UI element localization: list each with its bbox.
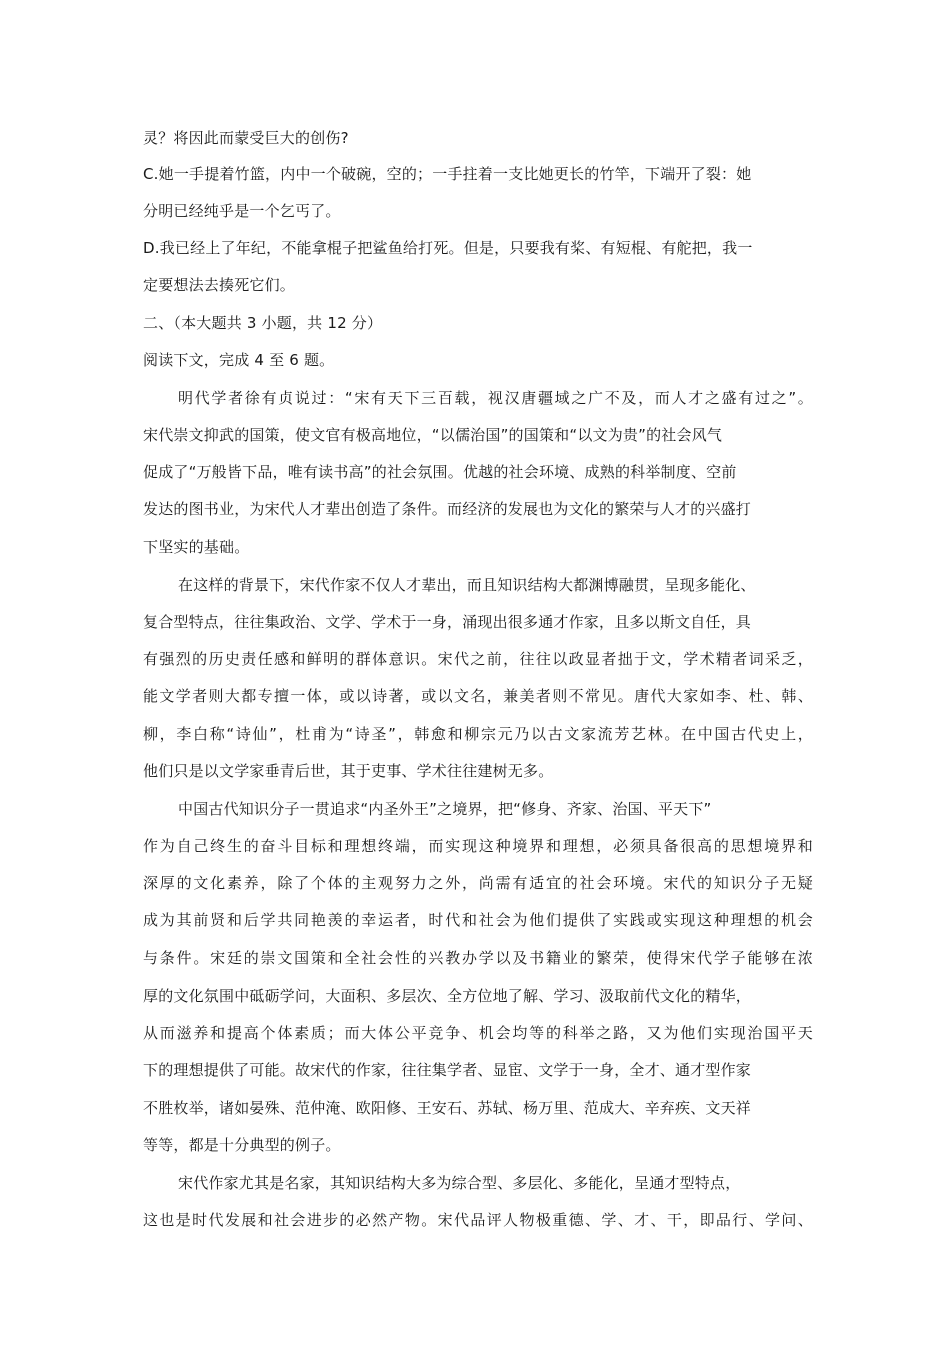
- para2-line-5: 柳，李白称“诗仙”，杜甫为“诗圣”，韩愈和柳宗元乃以古文家流芳艺林。在中国古代史上，: [143, 725, 813, 743]
- section-heading: 二、（本大题共 3 小题，共 12 分）: [143, 314, 383, 332]
- para3-line-2: 作为自己终生的奋斗目标和理想终端，而实现这种境界和理想，必须具备很高的思想境界和: [143, 837, 813, 855]
- option-d-line-1: D.我已经上了年纪，不能拿棍子把鲨鱼给打死。但是，只要我有桨、有短棍、有舵把，我一: [143, 239, 753, 257]
- para1-line-4: 发达的图书业，为宋代人才辈出创造了条件。而经济的发展也为文化的繁荣与人才的兴盛打: [143, 500, 752, 518]
- option-c-line-2: 分明已经纯乎是一个乞丐了。: [143, 202, 341, 220]
- para3-line-8: 下的理想提供了可能。故宋代的作家，往往集学者、显宦、文学于一身，全才、通才型作家: [143, 1061, 752, 1079]
- para3-line-6: 厚的文化氛围中砥砺学问，大面积、多层次、全方位地了解、学习、汲取前代文化的精华，: [143, 987, 752, 1005]
- para1-line-5: 下坚实的基础。: [143, 538, 250, 556]
- para3-line-4: 成为其前贤和后学共同艳羡的幸运者，时代和社会为他们提供了实践或实现这种理想的机会: [143, 911, 813, 929]
- para1-line-1: 明代学者徐有贞说过：“宋有天下三百载，视汉唐疆域之广不及，而人才之盛有过之”。: [178, 389, 813, 407]
- para3-line-5: 与条件。宋廷的崇文国策和全社会性的兴教办学以及书籍业的繁荣，使得宋代学子能够在浓: [143, 949, 813, 967]
- para2-line-6: 他们只是以文学家垂青后世，其于吏事、学术往往建树无多。: [143, 762, 554, 780]
- para3-line-3: 深厚的文化素养，除了个体的主观努力之外，尚需有适宜的社会环境。宋代的知识分子无疑: [143, 874, 813, 892]
- para2-line-1: 在这样的背景下，宋代作家不仅人才辈出，而且知识结构大都渊博融贯，呈现多能化、: [178, 576, 756, 594]
- para1-line-3: 促成了“万般皆下品，唯有读书高”的社会氛围。优越的社会环境、成熟的科举制度、空前: [143, 463, 737, 481]
- para3-line-1: 中国古代知识分子一贯追求“内圣外王”之境界，把“修身、齐家、治国、平天下”: [178, 800, 712, 818]
- para3-line-9: 不胜枚举，诸如晏殊、范仲淹、欧阳修、王安石、苏轼、杨万里、范成大、辛弃疾、文天祥: [143, 1099, 752, 1117]
- option-c-line-1: C.她一手提着竹篮，内中一个破碗，空的；一手拄着一支比她更长的竹竿，下端开了裂：她: [143, 165, 752, 183]
- para1-line-2: 宋代崇文抑武的国策，使文官有极高地位，“以儒治国”的国策和“以文为贵”的社会风气: [143, 426, 723, 444]
- para2-line-2: 复合型特点，往往集政治、文学、学术于一身，涌现出很多通才作家，且多以斯文自任，具: [143, 613, 752, 631]
- reading-instruction: 阅读下文，完成 4 至 6 题。: [143, 351, 335, 369]
- para3-line-10: 等等，都是十分典型的例子。: [143, 1136, 341, 1154]
- option-d-line-2: 定要想法去揍死它们。: [143, 276, 296, 294]
- option-b-continuation: 灵？将因此而蒙受巨大的创伤?: [143, 129, 349, 147]
- para4-line-2: 这也是时代发展和社会进步的必然产物。宋代品评人物极重德、学、才、干，即品行、学问、: [143, 1211, 813, 1229]
- para4-line-1: 宋代作家尤其是名家，其知识结构大多为综合型、多层化、多能化，呈通才型特点，: [178, 1174, 741, 1192]
- para2-line-4: 能文学者则大都专擅一体，或以诗著，或以文名，兼美者则不常见。唐代大家如李、杜、韩、: [143, 687, 813, 705]
- para2-line-3: 有强烈的历史责任感和鲜明的群体意识。宋代之前，往往以政显者拙于文，学术精者词采乏，: [143, 650, 813, 668]
- para3-line-7: 从而滋养和提高个体素质；而大体公平竞争、机会均等的科举之路，又为他们实现治国平天: [143, 1024, 813, 1042]
